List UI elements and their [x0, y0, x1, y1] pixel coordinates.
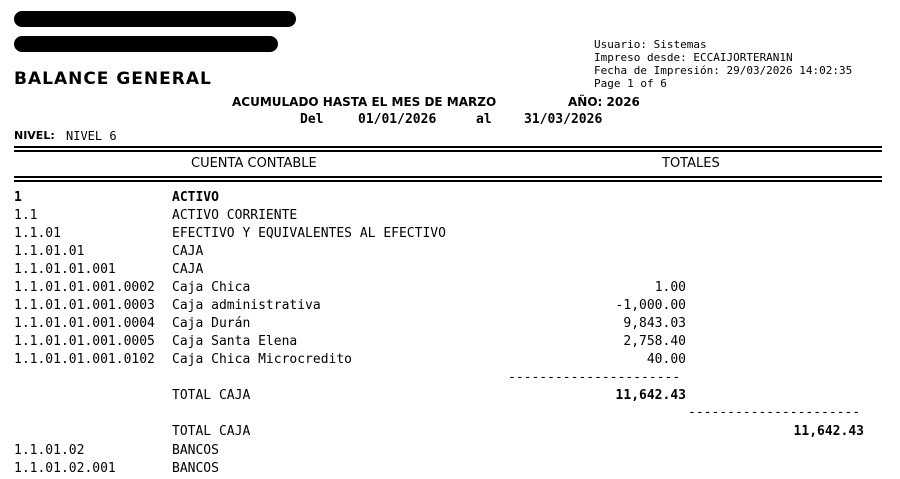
account-name: CAJA	[172, 244, 204, 259]
subtotal-value: 11,642.43	[615, 388, 686, 403]
account-code: 1.1.01	[14, 226, 61, 241]
account-row	[0, 316, 900, 334]
account-name: Caja Durán	[172, 316, 251, 331]
account-value: 9,843.03	[623, 316, 686, 331]
account-value: 40.00	[646, 352, 686, 367]
account-name: Caja Santa Elena	[172, 334, 298, 349]
account-name: ACTIVO CORRIENTE	[172, 208, 298, 223]
account-value: 2,758.40	[623, 334, 686, 349]
subtotal-label: TOTAL CAJA	[172, 388, 251, 403]
redacted-company-address	[14, 36, 278, 52]
redacted-company-name	[14, 11, 296, 27]
print-date-line: Fecha de Impresión: 29/03/2026 14:02:35	[594, 64, 853, 77]
period-subtitle: ACUMULADO HASTA EL MES DE MARZO	[232, 95, 497, 109]
account-value: 1.00	[654, 280, 686, 295]
account-code: 1.1.01.01.001.0004	[14, 316, 155, 331]
account-code: 1.1.01.01.001.0002	[14, 280, 155, 295]
account-row	[0, 352, 900, 370]
header-rule-top-1	[14, 146, 882, 148]
account-row	[0, 244, 900, 262]
date-from: 01/01/2026	[358, 112, 437, 127]
header-rule-top-2	[14, 150, 882, 152]
date-to: 31/03/2026	[524, 112, 603, 127]
account-row	[0, 190, 900, 208]
account-name: Caja administrativa	[172, 298, 321, 313]
header-rule-bottom-2	[14, 180, 882, 182]
account-name: ACTIVO	[172, 190, 219, 205]
account-code: 1.1.01.01	[14, 244, 85, 259]
printed-from-line: Impreso desde: ECCAIJORTERAN1N	[594, 51, 793, 64]
del-label: Del	[300, 112, 324, 127]
report-title: BALANCE GENERAL	[14, 69, 212, 89]
account-name: BANCOS	[172, 461, 219, 476]
account-row	[0, 280, 900, 298]
account-name: BANCOS	[172, 443, 219, 458]
year-label: AÑO: 2026	[568, 95, 640, 109]
user-line: Usuario: Sistemas	[594, 38, 707, 51]
account-code: 1.1.01.01.001.0102	[14, 352, 155, 367]
al-label: al	[476, 112, 492, 127]
total-label: TOTAL CAJA	[172, 424, 251, 439]
column-header-totals: TOTALES	[662, 156, 720, 171]
account-code: 1.1.01.01.001	[14, 262, 116, 277]
account-name: CAJA	[172, 262, 204, 277]
header-rule-bottom-1	[14, 176, 882, 178]
subtotal-dashes: ----------------------	[508, 370, 681, 385]
account-code: 1.1.01.01.001.0005	[14, 334, 155, 349]
page-line: Page 1 of 6	[594, 77, 667, 90]
account-value: -1,000.00	[615, 298, 686, 313]
account-code: 1.1	[14, 208, 38, 223]
column-header-account: CUENTA CONTABLE	[191, 156, 317, 171]
account-name: Caja Chica	[172, 280, 251, 295]
account-code: 1	[14, 190, 22, 205]
account-row	[0, 208, 900, 226]
account-row	[0, 226, 900, 244]
account-code: 1.1.01.01.001.0003	[14, 298, 155, 313]
account-code: 1.1.01.02.001	[14, 461, 116, 476]
account-row	[0, 298, 900, 316]
account-name: Caja Chica Microcredito	[172, 352, 353, 367]
account-row	[0, 461, 900, 479]
level-value: NIVEL 6	[66, 129, 117, 143]
total-value: 11,642.43	[793, 424, 864, 439]
account-row	[0, 443, 900, 461]
total-dashes: ----------------------	[688, 405, 861, 420]
level-label: NIVEL:	[14, 129, 55, 142]
account-row	[0, 334, 900, 352]
account-row	[0, 262, 900, 280]
account-code: 1.1.01.02	[14, 443, 85, 458]
account-name: EFECTIVO Y EQUIVALENTES AL EFECTIVO	[172, 226, 446, 241]
